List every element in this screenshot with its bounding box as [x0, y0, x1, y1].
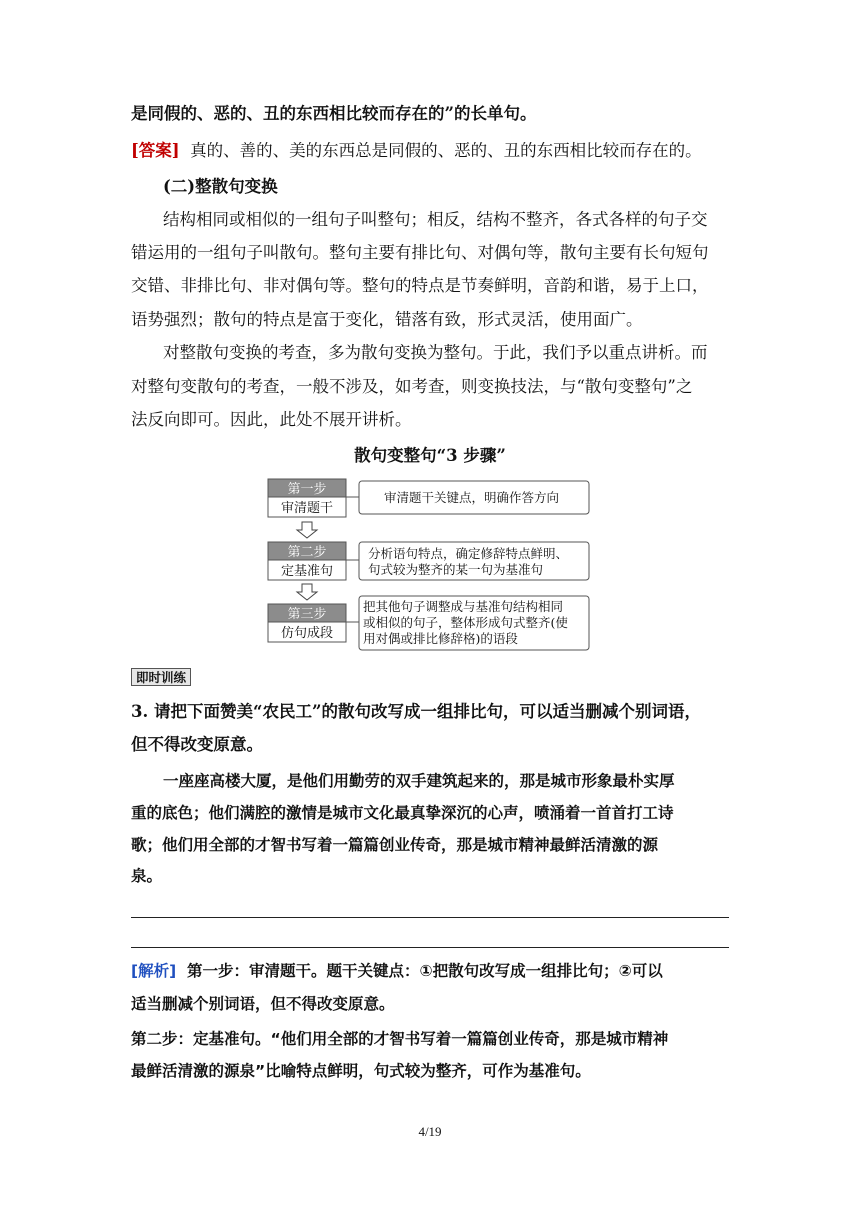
step-2-desc-2: 句式较为整齐的某一句为基准句	[368, 562, 544, 577]
analysis-tag: [解析]	[131, 962, 177, 980]
step-1-desc: 审清题干关键点，明确作答方向	[384, 490, 560, 505]
text-line: 是同假的、恶的、丑的东西相比较而存在的”的长单句。	[131, 104, 537, 123]
analysis-text: 第一步：审清题干。题干关键点：①把散句改写成一组排比句；②可以	[186, 962, 663, 980]
diagram-title: 散句变整句“3 步骤”	[354, 446, 506, 465]
text-line: 交错、非排比句、非对偶句等。整句的特点是节奏鲜明，音韵和谐，易于上口，	[131, 276, 709, 295]
analysis-line: 最鲜活清激的源泉”比喻特点鲜明，句式较为整齐，可作为基准句。	[131, 1062, 591, 1080]
step-3	[268, 596, 589, 650]
analysis-line: 第二步：定基准句。“他们用全部的才智书写着一篇篇创业传奇，那是城市精神	[131, 1030, 669, 1048]
step-2-name: 定基准句	[280, 564, 334, 579]
step-3-desc-1: 把其他句子调整成与基准句结构相同	[363, 599, 564, 614]
question-line: 但不得改变原意。	[131, 735, 263, 754]
text-line: 对整句变散句的考查，一般不涉及，如考查，则变换技法，与“散句变整句”之	[131, 377, 693, 396]
text-line: 结构相同或相似的一组句子叫整句；相反，结构不整齐，各式各样的句子交	[163, 210, 708, 229]
answer-blank-line	[131, 947, 729, 948]
step-1	[268, 479, 589, 517]
steps-diagram	[262, 474, 594, 654]
arrow-down-icon	[297, 522, 317, 538]
step-3-desc-2: 或相似的句子，整体形成句式整齐(使	[363, 615, 568, 630]
answer-line	[131, 141, 731, 161]
step-1-num: 第一步	[287, 482, 327, 497]
answer-text: 真的、善的、美的东西总是同假的、恶的、丑的东西相比较而存在的。	[190, 141, 702, 160]
step-2-num: 第二步	[287, 545, 327, 560]
step-1-name: 审清题干	[280, 501, 334, 516]
text-line: 对整散句变换的考查，多为散句变换为整句。于此，我们予以重点讲析。而	[163, 343, 708, 362]
step-3-name: 仿句成段	[280, 626, 334, 641]
arrow-down-icon	[297, 584, 317, 600]
step-3-num: 第三步	[287, 607, 327, 622]
page-number: 4/19	[418, 1124, 442, 1139]
analysis-line	[131, 961, 731, 981]
passage-line: 泉。	[131, 867, 163, 885]
passage-line: 歌；他们用全部的才智书写着一篇篇创业传奇，那是城市精神最鲜活清激的源	[131, 836, 659, 854]
answer-tag: [答案]	[131, 141, 180, 160]
text-line: 语势强烈；散句的特点是富于变化，错落有致，形式灵活，使用面广。	[131, 310, 643, 329]
question-line: 3. 请把下面赞美“农民工”的散句改写成一组排比句，可以适当删减个别词语，	[131, 702, 701, 721]
passage-line: 重的底色；他们满腔的激情是城市文化最真挚深沉的心声，喷涌着一首首打工诗	[131, 804, 674, 822]
practice-badge: 即时训练	[131, 668, 191, 686]
step-2-desc-1: 分析语句特点，确定修辞特点鲜明、	[368, 546, 569, 561]
step-2	[268, 542, 589, 580]
step-3-desc-3: 用对偶或排比修辞格)的语段	[363, 631, 518, 646]
answer-blank-line	[131, 917, 729, 918]
section-heading: (二)整散句变换	[163, 177, 278, 196]
text-line: 法反向即可。因此，此处不展开讲析。	[131, 410, 412, 429]
text-line: 错运用的一组句子叫散句。整句主要有排比句、对偶句等，散句主要有长句短句	[131, 243, 709, 262]
analysis-line: 适当删减个别词语，但不得改变原意。	[131, 995, 395, 1013]
passage-line: 一座座高楼大厦，是他们用勤劳的双手建筑起来的，那是城市形象最朴实厚	[163, 772, 675, 790]
